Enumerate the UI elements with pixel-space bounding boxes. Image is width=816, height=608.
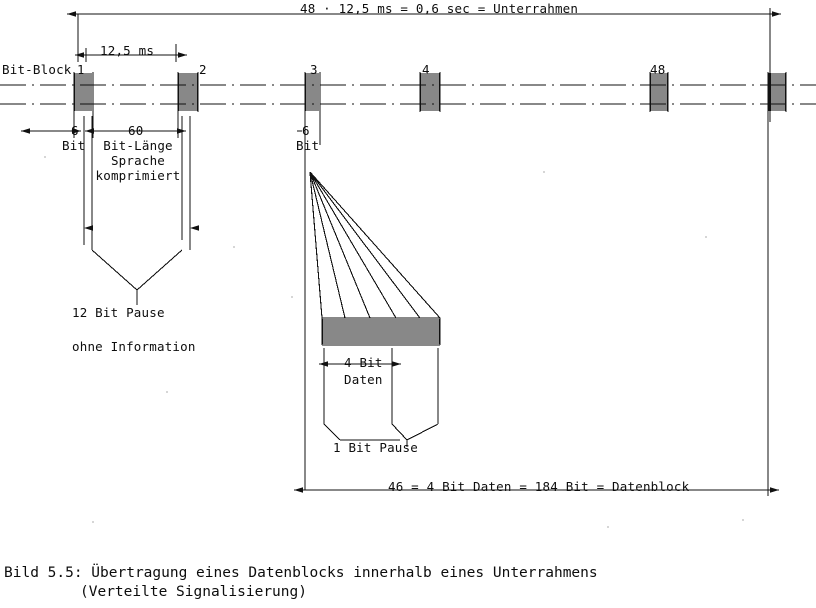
bottom-dimension-label: 46 = 4 Bit Daten = 184 Bit = Datenblock bbox=[388, 479, 690, 494]
left-bits-unit: Bit bbox=[62, 138, 86, 153]
bit-block-4-hatch bbox=[421, 73, 439, 111]
pause-label-line1: 12 Bit Pause bbox=[72, 305, 165, 320]
scan-speckle bbox=[705, 236, 707, 238]
bit-block-1-hatch bbox=[75, 73, 91, 111]
left-payload-number: 60 bbox=[128, 123, 144, 138]
scan-speckle bbox=[44, 156, 46, 158]
block-number-48: 48 bbox=[650, 62, 666, 77]
scan-speckle bbox=[291, 296, 293, 298]
right-bits-unit: Bit bbox=[296, 138, 320, 153]
scan-speckle bbox=[166, 391, 168, 393]
one-bit-pause-label: 1 Bit Pause bbox=[333, 440, 418, 455]
left-bits-number: 6 bbox=[71, 123, 79, 138]
bit-block-48-hatch bbox=[651, 73, 667, 111]
bit-block-trailing-hatch bbox=[769, 73, 785, 111]
left-payload-line2: Sprache bbox=[110, 153, 166, 168]
scan-speckle bbox=[607, 526, 609, 528]
figure-caption-line1: Bild 5.5: Übertragung eines Datenblocks innerhalb eines Unterrahmens bbox=[4, 565, 598, 581]
block-number-1: 1 bbox=[77, 62, 85, 77]
block-number-4: 4 bbox=[422, 62, 430, 77]
bit-block-3-hatch bbox=[306, 73, 318, 111]
scan-speckle bbox=[233, 246, 235, 248]
figure-caption-line2: (Verteilte Signalisierung) bbox=[80, 584, 307, 600]
top-dimension-label: 48 · 12,5 ms = 0,6 sec = Unterrahmen bbox=[300, 1, 579, 16]
left-payload-line1: Bit-Länge bbox=[103, 138, 173, 153]
data-block-hatch bbox=[323, 319, 439, 344]
pause-label-line2: ohne Information bbox=[72, 339, 196, 354]
scan-speckle bbox=[742, 519, 744, 521]
data-dimension-line1: 4 Bit bbox=[344, 355, 383, 370]
block-number-3: 3 bbox=[310, 62, 318, 77]
right-bits-number: 6 bbox=[302, 123, 310, 138]
bit-block-2-hatch bbox=[179, 73, 197, 111]
block-number-2: 2 bbox=[199, 62, 207, 77]
data-dimension-line2: Daten bbox=[344, 372, 383, 387]
scan-speckle bbox=[543, 171, 545, 173]
subframe-dimension-label: 12,5 ms bbox=[100, 43, 155, 58]
row-label: Bit-Block bbox=[2, 62, 72, 77]
scan-speckle bbox=[92, 521, 94, 523]
left-payload-line3: komprimiert bbox=[95, 168, 181, 183]
